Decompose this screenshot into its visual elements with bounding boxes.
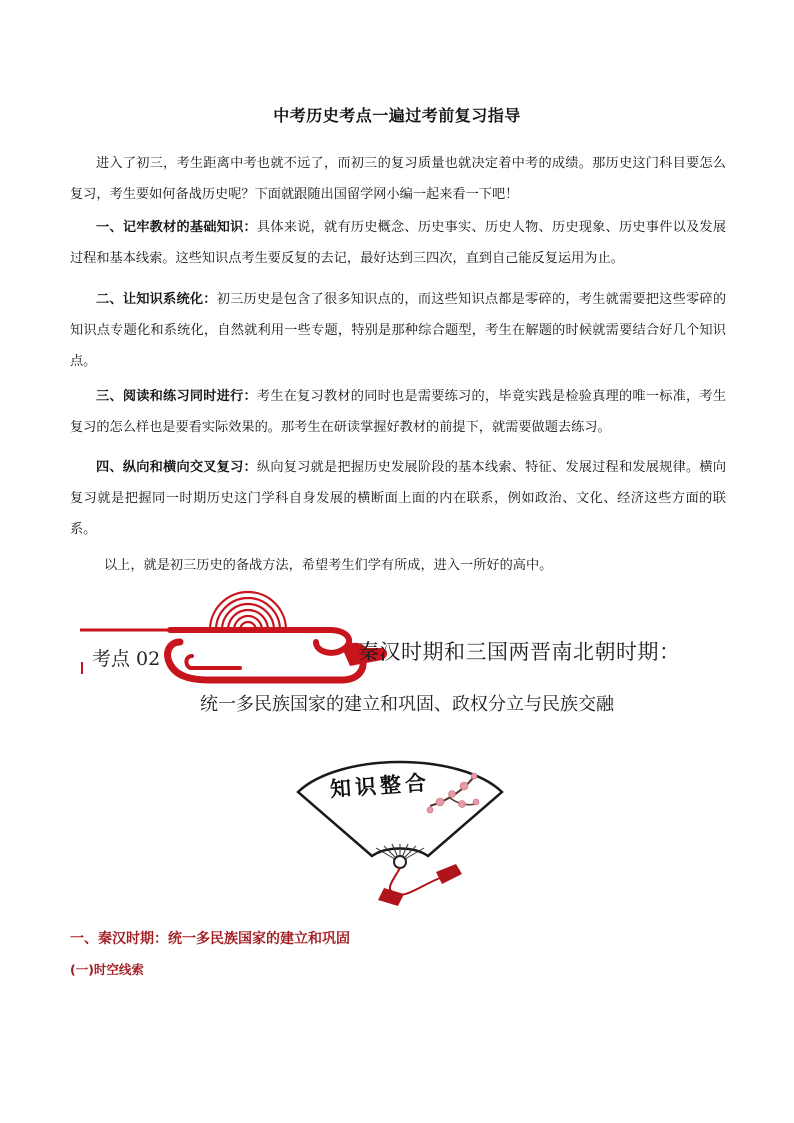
section-heading: 一、秦汉时期：统一多民族国家的建立和巩固 [70,931,350,947]
point-label-4: 四、纵向和横向交叉复习： [96,460,257,475]
point-label-2: 二、让知识系统化： [96,292,217,307]
intro-paragraph: 进入了初三，考生距离中考也就不远了，而初三的复习质量也就决定着中考的成绩。那历史这门科目要怎么复习，考生要如何备战历史呢？下面就跟随出国留学网小编一起来看一下吧！ [70,156,726,202]
point-text-3: 考生在复习教材的同时也是需要练习的，毕竟实践是检验真理的唯一标准，考生复习的怎么样也是要看实际效果的。那考生在研读掌握好教材的前提下，就需要做题去练习。 [70,389,727,435]
fan-illustration [280,744,520,910]
point-paragraph-1 [70,212,726,274]
banner-title: 秦汉时期和三国两晋南北朝时期： [358,640,681,664]
section-subheading: (一)时空线索 [70,962,144,977]
fan-text: 知识整合 [329,769,431,802]
point-paragraph-4 [70,452,726,545]
point-label-1: 一、记牢教材的基础知识： [96,220,257,235]
point-paragraph-2 [70,284,726,377]
topic-label: 考点 02 [92,648,161,670]
point-paragraph-3 [70,381,726,443]
conclusion-paragraph: 以上，就是初三历史的备战方法，希望考生们学有所成，进入一所好的高中。 [104,558,553,573]
point-text-1: 具体来说，就有历史概念、历史事实、历史人物、历史现象、历史事件以及发展过程和基本线索。这些知识点考生要反复的去记，最好达到三四次，直到自己能反复运用为止。 [70,220,727,266]
page-title: 中考历史考点一遍过考前复习指导 [273,106,521,125]
point-text-4: 纵向复习就是把握历史发展阶段的基本线索、特征、发展过程和发展规律。横向复习就是把握同一时期历史这门学科自身发展的横断面上面的内在联系，例如政治、文化、经济这些方面的联系。 [70,460,727,537]
banner-subtitle: 统一多民族国家的建立和巩固、政权分立与民族交融 [200,694,614,715]
topic-banner [80,590,730,730]
point-label-3: 三、阅读和练习同时进行： [96,389,257,404]
point-text-2: 初三历史是包含了很多知识点的，而这些知识点都是零碎的，考生就需要把这些零碎的知识点专题化和系统化，自然就利用一些专题，特别是那种综合题型，考生在解题的时候就需要结合好几个知识点。 [70,292,727,369]
